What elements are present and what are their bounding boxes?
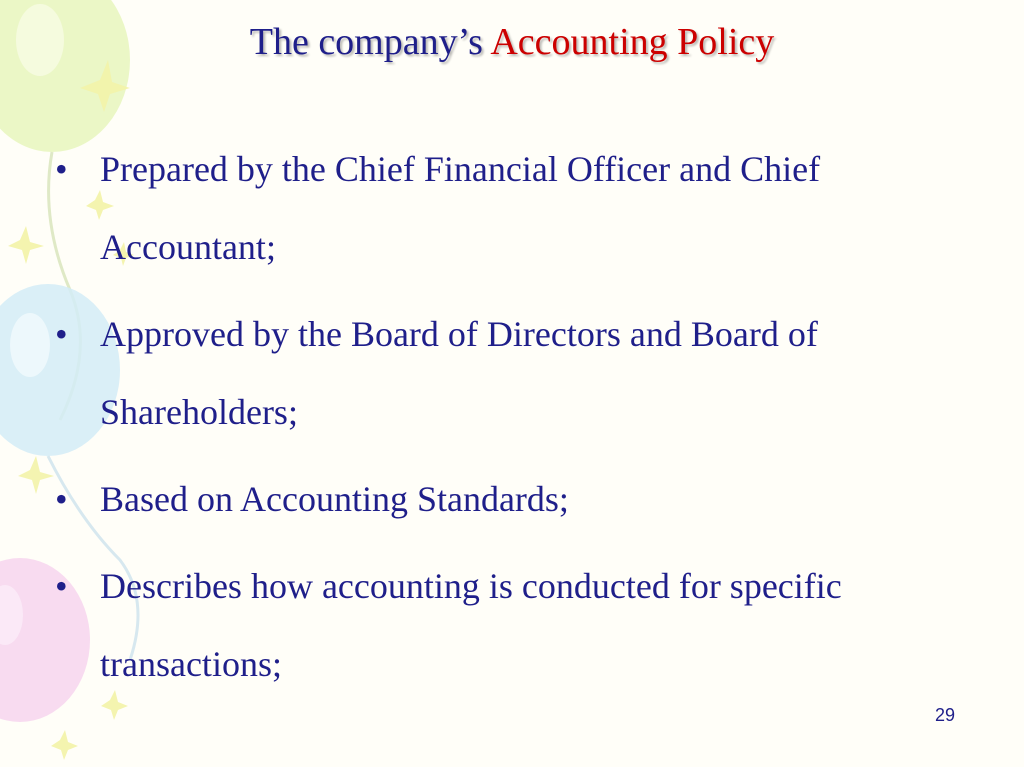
bullet-dot-icon: • (55, 566, 68, 606)
star-icon (18, 456, 54, 494)
bullet-text: Approved by the Board of Directors and Board of Shareholders; (100, 314, 818, 432)
bullet-text: Based on Accounting Standards; (100, 479, 569, 519)
list-item (55, 295, 975, 451)
star-icon (51, 730, 78, 760)
bullet-dot-icon: • (55, 479, 68, 519)
list-item (55, 130, 975, 286)
bullet-text: Describes how accounting is conducted for specific transactions; (100, 566, 842, 684)
bullet-list (55, 130, 975, 712)
bullet-dot-icon: • (55, 314, 68, 354)
page-number: 29 (935, 705, 956, 725)
star-icon (8, 226, 44, 264)
slide-title (0, 20, 1024, 64)
list-item (55, 460, 975, 538)
title-accent-text: Accounting Policy (490, 21, 775, 63)
bullet-dot-icon: • (55, 149, 68, 189)
bullet-text: Prepared by the Chief Financial Officer and Chief Accountant; (100, 149, 821, 267)
title-text: The company’s (249, 21, 491, 63)
list-item (55, 547, 975, 703)
